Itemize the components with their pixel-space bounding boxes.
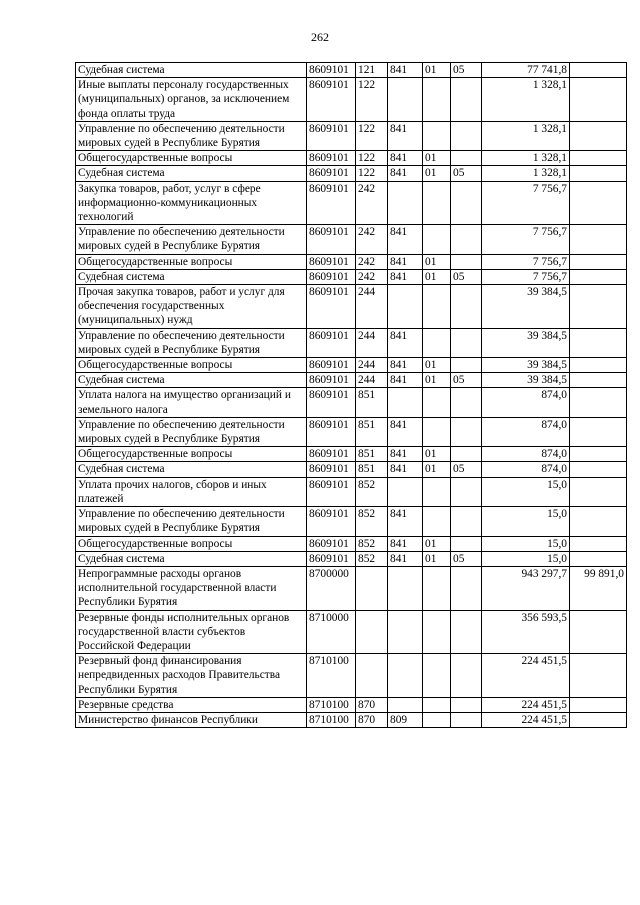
subsection-code-cell: 05 <box>451 269 482 284</box>
row-name-cell: Закупка товаров, работ, услуг в сфере информационно-коммуникационных технологий <box>76 181 307 225</box>
row-name-cell: Уплата прочих налогов, сборов и иных платежей <box>76 477 307 506</box>
target-article-code-cell: 8700000 <box>307 566 356 610</box>
section-code-cell: 01 <box>423 536 451 551</box>
table-row <box>76 121 627 150</box>
section-code-cell <box>423 121 451 150</box>
target-article-code-cell: 8609101 <box>307 551 356 566</box>
administrator-code-cell <box>388 697 423 712</box>
amount-extra-cell: 99 891,0 <box>570 566 627 610</box>
row-name-cell: Судебная система <box>76 166 307 181</box>
table-row <box>76 225 627 254</box>
administrator-code-cell <box>388 610 423 654</box>
subsection-code-cell <box>451 181 482 225</box>
row-name-cell: Судебная система <box>76 63 307 78</box>
section-code-cell <box>423 388 451 417</box>
target-article-code-cell: 8609101 <box>307 417 356 446</box>
administrator-code-cell: 841 <box>388 328 423 357</box>
expense-type-code-cell: 244 <box>356 285 388 329</box>
subsection-code-cell <box>451 388 482 417</box>
expense-type-code-cell: 870 <box>356 697 388 712</box>
table-row <box>76 63 627 78</box>
subsection-code-cell <box>451 610 482 654</box>
budget-table <box>75 62 627 728</box>
expense-type-code-cell: 244 <box>356 358 388 373</box>
target-article-code-cell: 8710100 <box>307 697 356 712</box>
amount-cell: 943 297,7 <box>482 566 570 610</box>
subsection-code-cell <box>451 285 482 329</box>
target-article-code-cell: 8710000 <box>307 610 356 654</box>
row-name-cell: Общегосударственные вопросы <box>76 254 307 269</box>
amount-extra-cell <box>570 166 627 181</box>
section-code-cell: 01 <box>423 373 451 388</box>
administrator-code-cell <box>388 181 423 225</box>
row-name-cell: Судебная система <box>76 462 307 477</box>
subsection-code-cell: 05 <box>451 551 482 566</box>
subsection-code-cell: 05 <box>451 166 482 181</box>
table-row <box>76 507 627 536</box>
administrator-code-cell: 841 <box>388 254 423 269</box>
administrator-code-cell: 841 <box>388 269 423 284</box>
target-article-code-cell: 8609101 <box>307 269 356 284</box>
amount-cell: 39 384,5 <box>482 328 570 357</box>
amount-cell: 1 328,1 <box>482 151 570 166</box>
table-row <box>76 166 627 181</box>
table-row <box>76 536 627 551</box>
amount-cell: 7 756,7 <box>482 269 570 284</box>
expense-type-code-cell: 852 <box>356 507 388 536</box>
row-name-cell: Общегосударственные вопросы <box>76 447 307 462</box>
subsection-code-cell <box>451 507 482 536</box>
target-article-code-cell: 8609101 <box>307 151 356 166</box>
row-name-cell: Судебная система <box>76 373 307 388</box>
administrator-code-cell: 841 <box>388 121 423 150</box>
subsection-code-cell: 05 <box>451 373 482 388</box>
expense-type-code-cell: 242 <box>356 269 388 284</box>
target-article-code-cell: 8710100 <box>307 712 356 727</box>
administrator-code-cell <box>388 388 423 417</box>
administrator-code-cell <box>388 78 423 122</box>
expense-type-code-cell: 122 <box>356 121 388 150</box>
amount-cell: 874,0 <box>482 447 570 462</box>
section-code-cell: 01 <box>423 151 451 166</box>
amount-cell: 224 451,5 <box>482 712 570 727</box>
amount-extra-cell <box>570 285 627 329</box>
subsection-code-cell <box>451 78 482 122</box>
administrator-code-cell <box>388 654 423 698</box>
amount-extra-cell <box>570 610 627 654</box>
expense-type-code-cell <box>356 610 388 654</box>
table-row <box>76 285 627 329</box>
table-row <box>76 447 627 462</box>
administrator-code-cell: 841 <box>388 551 423 566</box>
section-code-cell <box>423 181 451 225</box>
amount-extra-cell <box>570 269 627 284</box>
row-name-cell: Управление по обеспечению деятельности мировых судей в Республике Бурятия <box>76 507 307 536</box>
subsection-code-cell <box>451 417 482 446</box>
subsection-code-cell: 05 <box>451 462 482 477</box>
amount-extra-cell <box>570 447 627 462</box>
section-code-cell: 01 <box>423 254 451 269</box>
subsection-code-cell <box>451 225 482 254</box>
subsection-code-cell <box>451 697 482 712</box>
section-code-cell <box>423 78 451 122</box>
table-row <box>76 712 627 727</box>
amount-cell: 7 756,7 <box>482 254 570 269</box>
expense-type-code-cell: 242 <box>356 181 388 225</box>
expense-type-code-cell: 851 <box>356 388 388 417</box>
section-code-cell: 01 <box>423 269 451 284</box>
administrator-code-cell: 841 <box>388 447 423 462</box>
administrator-code-cell: 841 <box>388 507 423 536</box>
administrator-code-cell: 841 <box>388 373 423 388</box>
amount-extra-cell <box>570 477 627 506</box>
target-article-code-cell: 8609101 <box>307 328 356 357</box>
amount-extra-cell <box>570 358 627 373</box>
target-article-code-cell: 8609101 <box>307 388 356 417</box>
subsection-code-cell <box>451 121 482 150</box>
amount-extra-cell <box>570 536 627 551</box>
target-article-code-cell: 8609101 <box>307 166 356 181</box>
target-article-code-cell: 8609101 <box>307 181 356 225</box>
amount-cell: 1 328,1 <box>482 78 570 122</box>
row-name-cell: Резервный фонд финансирования непредвиденных расходов Правительства Республики Бурятия <box>76 654 307 698</box>
amount-extra-cell <box>570 507 627 536</box>
section-code-cell <box>423 610 451 654</box>
table-row <box>76 328 627 357</box>
row-name-cell: Управление по обеспечению деятельности мировых судей в Республике Бурятия <box>76 417 307 446</box>
amount-extra-cell <box>570 78 627 122</box>
row-name-cell: Управление по обеспечению деятельности мировых судей в Республике Бурятия <box>76 328 307 357</box>
table-row <box>76 654 627 698</box>
section-code-cell <box>423 507 451 536</box>
subsection-code-cell <box>451 712 482 727</box>
administrator-code-cell: 841 <box>388 63 423 78</box>
administrator-code-cell <box>388 566 423 610</box>
subsection-code-cell <box>451 358 482 373</box>
amount-extra-cell <box>570 654 627 698</box>
table-row <box>76 566 627 610</box>
expense-type-code-cell: 244 <box>356 328 388 357</box>
row-name-cell: Общегосударственные вопросы <box>76 358 307 373</box>
target-article-code-cell: 8609101 <box>307 121 356 150</box>
target-article-code-cell: 8609101 <box>307 462 356 477</box>
section-code-cell <box>423 417 451 446</box>
amount-cell: 224 451,5 <box>482 697 570 712</box>
section-code-cell: 01 <box>423 447 451 462</box>
row-name-cell: Резервные фонды исполнительных органов государственной власти субъектов Российской Федерации <box>76 610 307 654</box>
amount-cell: 39 384,5 <box>482 358 570 373</box>
section-code-cell: 01 <box>423 358 451 373</box>
amount-cell: 874,0 <box>482 388 570 417</box>
administrator-code-cell: 841 <box>388 462 423 477</box>
administrator-code-cell: 841 <box>388 417 423 446</box>
section-code-cell: 01 <box>423 551 451 566</box>
row-name-cell: Министерство финансов Республики <box>76 712 307 727</box>
amount-cell: 7 756,7 <box>482 225 570 254</box>
expense-type-code-cell: 852 <box>356 536 388 551</box>
section-code-cell: 01 <box>423 63 451 78</box>
subsection-code-cell <box>451 536 482 551</box>
section-code-cell <box>423 285 451 329</box>
amount-extra-cell <box>570 697 627 712</box>
row-name-cell: Управление по обеспечению деятельности мировых судей в Республике Бурятия <box>76 225 307 254</box>
table-row <box>76 551 627 566</box>
target-article-code-cell: 8609101 <box>307 63 356 78</box>
amount-extra-cell <box>570 225 627 254</box>
section-code-cell <box>423 477 451 506</box>
expense-type-code-cell: 851 <box>356 417 388 446</box>
target-article-code-cell: 8609101 <box>307 225 356 254</box>
amount-extra-cell <box>570 417 627 446</box>
amount-extra-cell <box>570 373 627 388</box>
table-row <box>76 462 627 477</box>
target-article-code-cell: 8609101 <box>307 477 356 506</box>
amount-extra-cell <box>570 63 627 78</box>
amount-cell: 15,0 <box>482 477 570 506</box>
amount-cell: 1 328,1 <box>482 166 570 181</box>
row-name-cell: Управление по обеспечению деятельности мировых судей в Республике Бурятия <box>76 121 307 150</box>
amount-cell: 7 756,7 <box>482 181 570 225</box>
subsection-code-cell <box>451 654 482 698</box>
expense-type-code-cell: 122 <box>356 78 388 122</box>
section-code-cell <box>423 697 451 712</box>
row-name-cell: Общегосударственные вопросы <box>76 536 307 551</box>
row-name-cell: Общегосударственные вопросы <box>76 151 307 166</box>
budget-table-body <box>76 63 627 728</box>
expense-type-code-cell: 244 <box>356 373 388 388</box>
target-article-code-cell: 8609101 <box>307 78 356 122</box>
section-code-cell <box>423 712 451 727</box>
administrator-code-cell <box>388 477 423 506</box>
amount-extra-cell <box>570 551 627 566</box>
expense-type-code-cell: 852 <box>356 477 388 506</box>
target-article-code-cell: 8609101 <box>307 358 356 373</box>
section-code-cell <box>423 225 451 254</box>
expense-type-code-cell: 242 <box>356 225 388 254</box>
subsection-code-cell <box>451 254 482 269</box>
target-article-code-cell: 8609101 <box>307 285 356 329</box>
page-number: 262 <box>311 30 329 44</box>
amount-cell: 39 384,5 <box>482 373 570 388</box>
amount-cell: 15,0 <box>482 551 570 566</box>
expense-type-code-cell: 851 <box>356 462 388 477</box>
table-row <box>76 151 627 166</box>
target-article-code-cell: 8609101 <box>307 536 356 551</box>
amount-cell: 874,0 <box>482 417 570 446</box>
amount-extra-cell <box>570 151 627 166</box>
target-article-code-cell: 8609101 <box>307 254 356 269</box>
expense-type-code-cell: 870 <box>356 712 388 727</box>
administrator-code-cell: 841 <box>388 536 423 551</box>
table-row <box>76 373 627 388</box>
expense-type-code-cell: 242 <box>356 254 388 269</box>
administrator-code-cell: 841 <box>388 358 423 373</box>
row-name-cell: Непрограммные расходы органов исполнительной государственной власти Республики Бурятия <box>76 566 307 610</box>
target-article-code-cell: 8710100 <box>307 654 356 698</box>
target-article-code-cell: 8609101 <box>307 447 356 462</box>
subsection-code-cell: 05 <box>451 63 482 78</box>
target-article-code-cell: 8609101 <box>307 373 356 388</box>
table-row <box>76 254 627 269</box>
table-row <box>76 181 627 225</box>
row-name-cell: Резервные средства <box>76 697 307 712</box>
subsection-code-cell <box>451 151 482 166</box>
expense-type-code-cell: 122 <box>356 166 388 181</box>
row-name-cell: Иные выплаты персоналу государственных (муниципальных) органов, за исключением фонда оплаты труда <box>76 78 307 122</box>
amount-cell: 356 593,5 <box>482 610 570 654</box>
amount-extra-cell <box>570 462 627 477</box>
row-name-cell: Прочая закупка товаров, работ и услуг для обеспечения государственных (муниципальных) нужд <box>76 285 307 329</box>
target-article-code-cell: 8609101 <box>307 507 356 536</box>
subsection-code-cell <box>451 566 482 610</box>
table-row <box>76 358 627 373</box>
expense-type-code-cell <box>356 566 388 610</box>
amount-cell: 224 451,5 <box>482 654 570 698</box>
table-row <box>76 477 627 506</box>
row-name-cell: Судебная система <box>76 269 307 284</box>
amount-cell: 874,0 <box>482 462 570 477</box>
amount-extra-cell <box>570 254 627 269</box>
administrator-code-cell: 841 <box>388 225 423 254</box>
subsection-code-cell <box>451 328 482 357</box>
amount-extra-cell <box>570 328 627 357</box>
expense-type-code-cell: 851 <box>356 447 388 462</box>
amount-extra-cell <box>570 121 627 150</box>
amount-cell: 15,0 <box>482 507 570 536</box>
administrator-code-cell: 809 <box>388 712 423 727</box>
section-code-cell <box>423 654 451 698</box>
expense-type-code-cell: 122 <box>356 151 388 166</box>
section-code-cell <box>423 566 451 610</box>
section-code-cell: 01 <box>423 462 451 477</box>
administrator-code-cell: 841 <box>388 166 423 181</box>
table-row <box>76 697 627 712</box>
subsection-code-cell <box>451 477 482 506</box>
administrator-code-cell <box>388 285 423 329</box>
amount-extra-cell <box>570 712 627 727</box>
administrator-code-cell: 841 <box>388 151 423 166</box>
row-name-cell: Уплата налога на имущество организаций и земельного налога <box>76 388 307 417</box>
table-row <box>76 610 627 654</box>
row-name-cell: Судебная система <box>76 551 307 566</box>
expense-type-code-cell: 121 <box>356 63 388 78</box>
table-row <box>76 269 627 284</box>
amount-extra-cell <box>570 388 627 417</box>
table-row <box>76 417 627 446</box>
amount-cell: 1 328,1 <box>482 121 570 150</box>
table-row <box>76 388 627 417</box>
expense-type-code-cell <box>356 654 388 698</box>
table-row <box>76 78 627 122</box>
expense-type-code-cell: 852 <box>356 551 388 566</box>
subsection-code-cell <box>451 447 482 462</box>
amount-cell: 77 741,8 <box>482 63 570 78</box>
amount-cell: 39 384,5 <box>482 285 570 329</box>
amount-extra-cell <box>570 181 627 225</box>
section-code-cell: 01 <box>423 166 451 181</box>
amount-cell: 15,0 <box>482 536 570 551</box>
section-code-cell <box>423 328 451 357</box>
